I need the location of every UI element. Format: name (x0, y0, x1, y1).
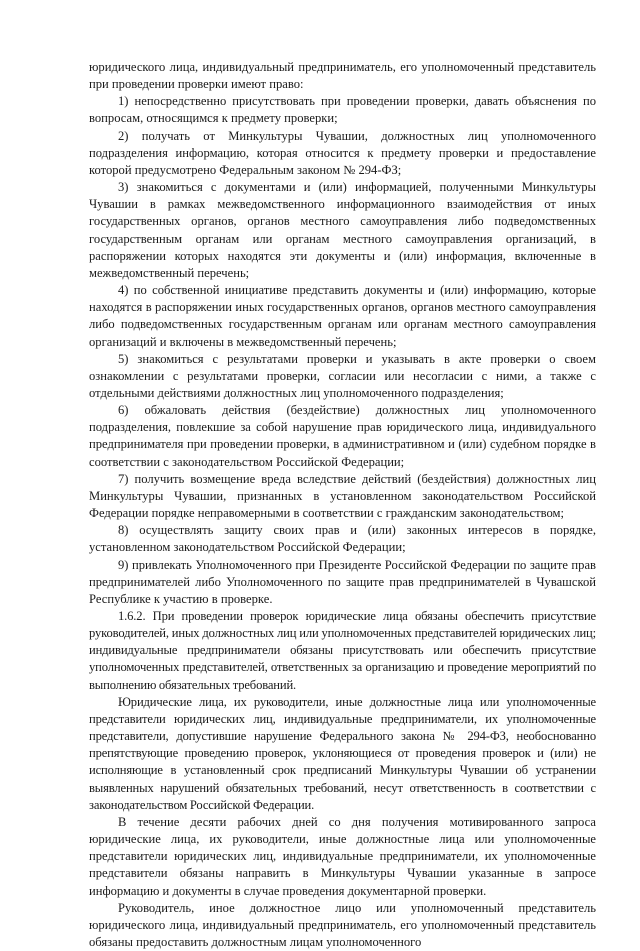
paragraph-request-deadline: В течение десяти рабочих дней со дня получения мотивированного запроса юридические лица, их руководители, иные должностные лица или уполномоченные представители юридических лиц, индивидуальные предприниматели, их уполномоченные представители обязаны направить в Минкультуры Чувашии указанные в запросе информацию и документы в случае проведения документарной проверки. (89, 814, 596, 898)
paragraph-right-8: 8) осуществлять защиту своих прав и (или) законных интересов в порядке, установленном законодательством Российской Федерации; (89, 523, 596, 555)
paragraph-liability: Юридические лица, их руководители, иные должностные лица или уполномоченные представители юридических лиц, индивидуальные предприниматели, их уполномоченные представители, допустившие нарушение Федерального закона № 294-ФЗ, необоснованно препятствующие проведению проверок, уклоняющиеся от проведения проверок и (или) не исполняющие в установленный срок предписаний Минкультуры Чувашии об устранении выявленных нарушений обязательных требований, несут ответственность в соответствии с законодательством Российской Федерации. (89, 694, 596, 812)
paragraph-right-2: 2) получать от Минкультуры Чувашии, должностных лиц уполномоченного подразделения информацию, которая относится к предмету проверки и предоставление которой предусмотрено Федеральным законом № 294-ФЗ; (89, 128, 596, 177)
paragraph-right-7: 7) получить возмещение вреда вследствие действий (бездействия) должностных лиц Минкультуры Чувашии, признанных в установленном законодательством Российской Федерации порядке неправомерными в соответствии с гражданским законодательством; (89, 471, 596, 521)
paragraph-right-9: 9) привлекать Уполномоченного при Президенте Российской Федерации по защите прав предпринимателей либо Уполномоченного по защите прав предпринимателей в Чувашской Республике к участию в проверке. (89, 557, 596, 606)
paragraph-right-5: 5) знакомиться с результатами проверки и указывать в акте проверки о своем ознакомлении с результатами проверки, согласии или несогласии с ними, а также с отдельными действиями должностных лиц уполномоченного подразделения; (89, 351, 596, 400)
paragraph-obligation: Руководитель, иное должностное лицо или уполномоченный представитель юридического лица, индивидуальный предприниматель, его уполномоченный представитель обязаны предоставить должностным лицам уполномоченного (89, 900, 596, 949)
paragraph-intro: юридического лица, индивидуальный предприниматель, его уполномоченный представитель при проведении проверки имеют право: (89, 60, 596, 92)
paragraph-right-3: 3) знакомиться с документами и (или) информацией, полученными Минкультуры Чувашии в рамках межведомственного информационного взаимодействия от иных государственных органов, органов местного самоуправления либо подведомственных государственным органам или органам местного самоуправления организаций, в распоряжении которых находятся эти документы и (или) информация, включенные в межведомственный перечень; (89, 180, 596, 280)
paragraph-right-4: 4) по собственной инициативе представить документы и (или) информацию, которые находятся в распоряжении иных государственных органов, органов местного самоуправления либо подведомственных государственным органам или органам местного самоуправления организаций и включены в межведомственный перечень; (89, 283, 596, 349)
paragraph-section-1-6-2: 1.6.2. При проведении проверок юридические лица обязаны обеспечить присутствие руководителей, иных должностных лиц или уполномоченных представителей юридических лиц; индивидуальные предприниматели обязаны присутствовать или обеспечить присутствие уполномоченных представителей, ответственных за организацию и проведение мероприятий по выполнению обязательных требований. (89, 609, 596, 692)
document-body (89, 59, 596, 951)
paragraph-right-6: 6) обжаловать действия (бездействие) должностных лиц уполномоченного подразделения, повлекшие за собой нарушение прав юридического лица, индивидуального предпринимателя при проведении проверки, в административном и (или) судебном порядке в соответствии с законодательством Российской Федерации; (89, 403, 596, 469)
paragraph-right-1: 1) непосредственно присутствовать при проведении проверки, давать объяснения по вопросам, относящимся к предмету проверки; (89, 94, 596, 126)
